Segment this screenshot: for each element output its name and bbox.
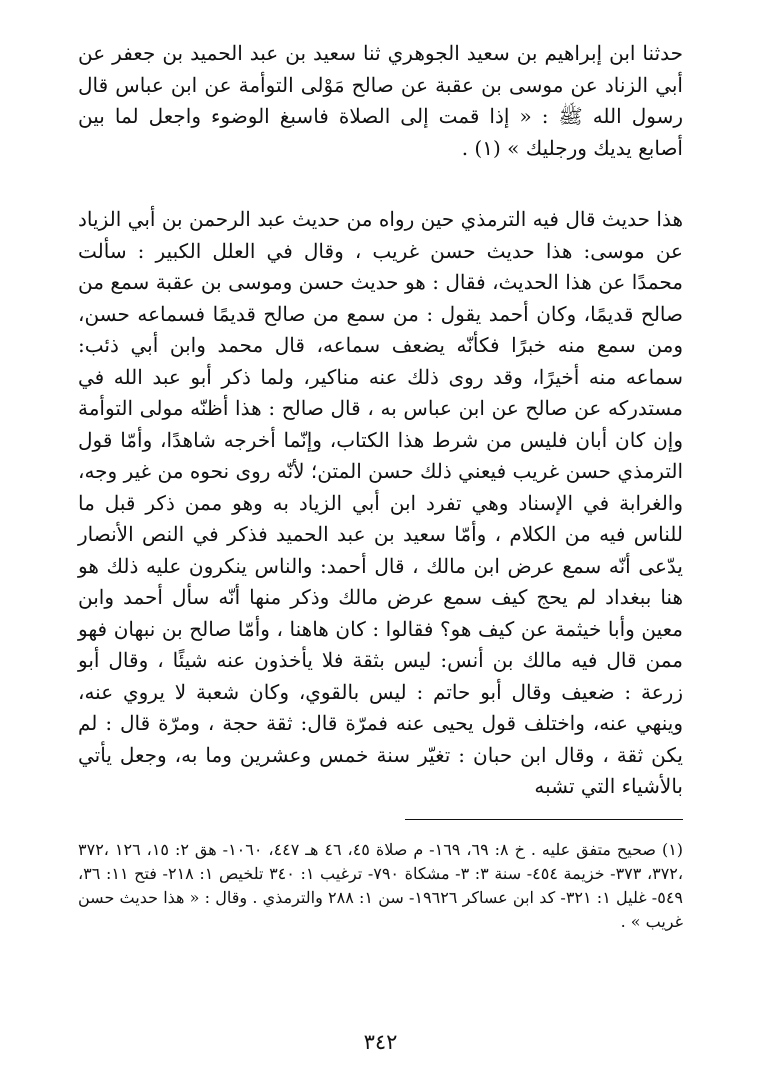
commentary-paragraph: هذا حديث قال فيه الترمذي حين رواه من حديث عبد الرحمن بن أبي الزياد عن موسى: هذا حديث حسن غريب ، وقال في العلل الكبير : سألت محمدًا عن هذا الحديث، فقال : هو حديث حسن وموسى بن عقبة سمع من صالح قديمًا، وكان أحمد يقول : من سمع من صالح قديمًا فسماعه حسن، ومن سمع منه خبرًا فكأنّه يضعف سماعه، قال محمد وابن أبي ذئب: سماعه منه أخيرًا، وقد روى ذلك عنه مناكير، ولما ذكر أبو عبد الله في مستدركه عن صالح عن ابن عباس به ، قال صالح : هذا أظنّه مولى التوأمة وإن كان أبان فليس من شرط هذا الكتاب، وإنّما أخرجه شاهدًا، وأمّا قول الترمذي حسن غريب فيعني ذلك حسن المتن؛ لأنّه روى نحوه من غير وجه، والغرابة في الإسناد وهي تفرد ابن أبي الزياد به وهو ممن ذكر قبل ما للناس فيه من الكلام ، وأمّا سعيد بن عبد الحميد فذكر في النص الأنصار يدّعى أنّه سمع عرض ابن مالك ، قال أحمد: والناس ينكرون عليه ذلك هو هنا ببغداد لم يحج كيف سمع عرض مالك وذكر منها أنّه سأل أحمد وابن معين وأبا خيثمة عن كيف هو؟ فقالوا : كان هاهنا ، وأمّا صالح بن نبهان فهو ممن قال فيه مالك بن أنس: ليس بثقة فلا يأخذون عنه شيئًا ، وقال أبو زرعة : ضعيف وقال أبو حاتم : ليس بالقوي، وكان شعبة لا يروي عنه، وينهي عنه، واختلف قول يحيى عنه فمرّة قال: ثقة حجة ، ومرّة قال : لم يكن ثقة ، وقال ابن حبان : تغيّر سنة خمس وعشرين وما به، وجعل يأتي بالأشياء التي تشبه bbox=[78, 207, 683, 798]
footnote: (١) صحيح متفق عليه . خ ٨: ٦٩، ١٦٩- م صلاة ٤٥، ٤٦ هـ ٤٤٧، ١٠٦٠- هق ٢: ١٥، ١٢٦ ،٣٧٢ ،٣٧٢، ٣٧٣- خزيمة ٤٥٤- سنة ٣: ٣- مشكاة ٧٩٠- ترغيب ١: ٣٤٠ تلخيص ١: ٢١٨- فتح ١١: ٣٦، ٥٤٩- غليل ١: ٣٢١- كد ابن عساكر ١٩٦٢٦- سن ١: ٢٨٨ والترمذي . وقال : « هذا حديث حسن غريب » . bbox=[78, 839, 684, 931]
hadith-paragraph: حدثنا ابن إبراهيم بن سعيد الجوهري ثنا سعيد بن عبد الحميد بن جعفر عن أبي الزناد عن موسى بن عقبة عن صالح مَوْلى التوأمة عن ابن عباس قال رسول الله ﷺ : « إذا قمت إلى الصلاة فاسبغ الوضوء واجعل لما بين أصابع يديك ورجليك » (١) . bbox=[78, 41, 683, 160]
footnote-separator bbox=[405, 819, 683, 820]
page-number: ٣٤٢ bbox=[363, 1030, 398, 1054]
